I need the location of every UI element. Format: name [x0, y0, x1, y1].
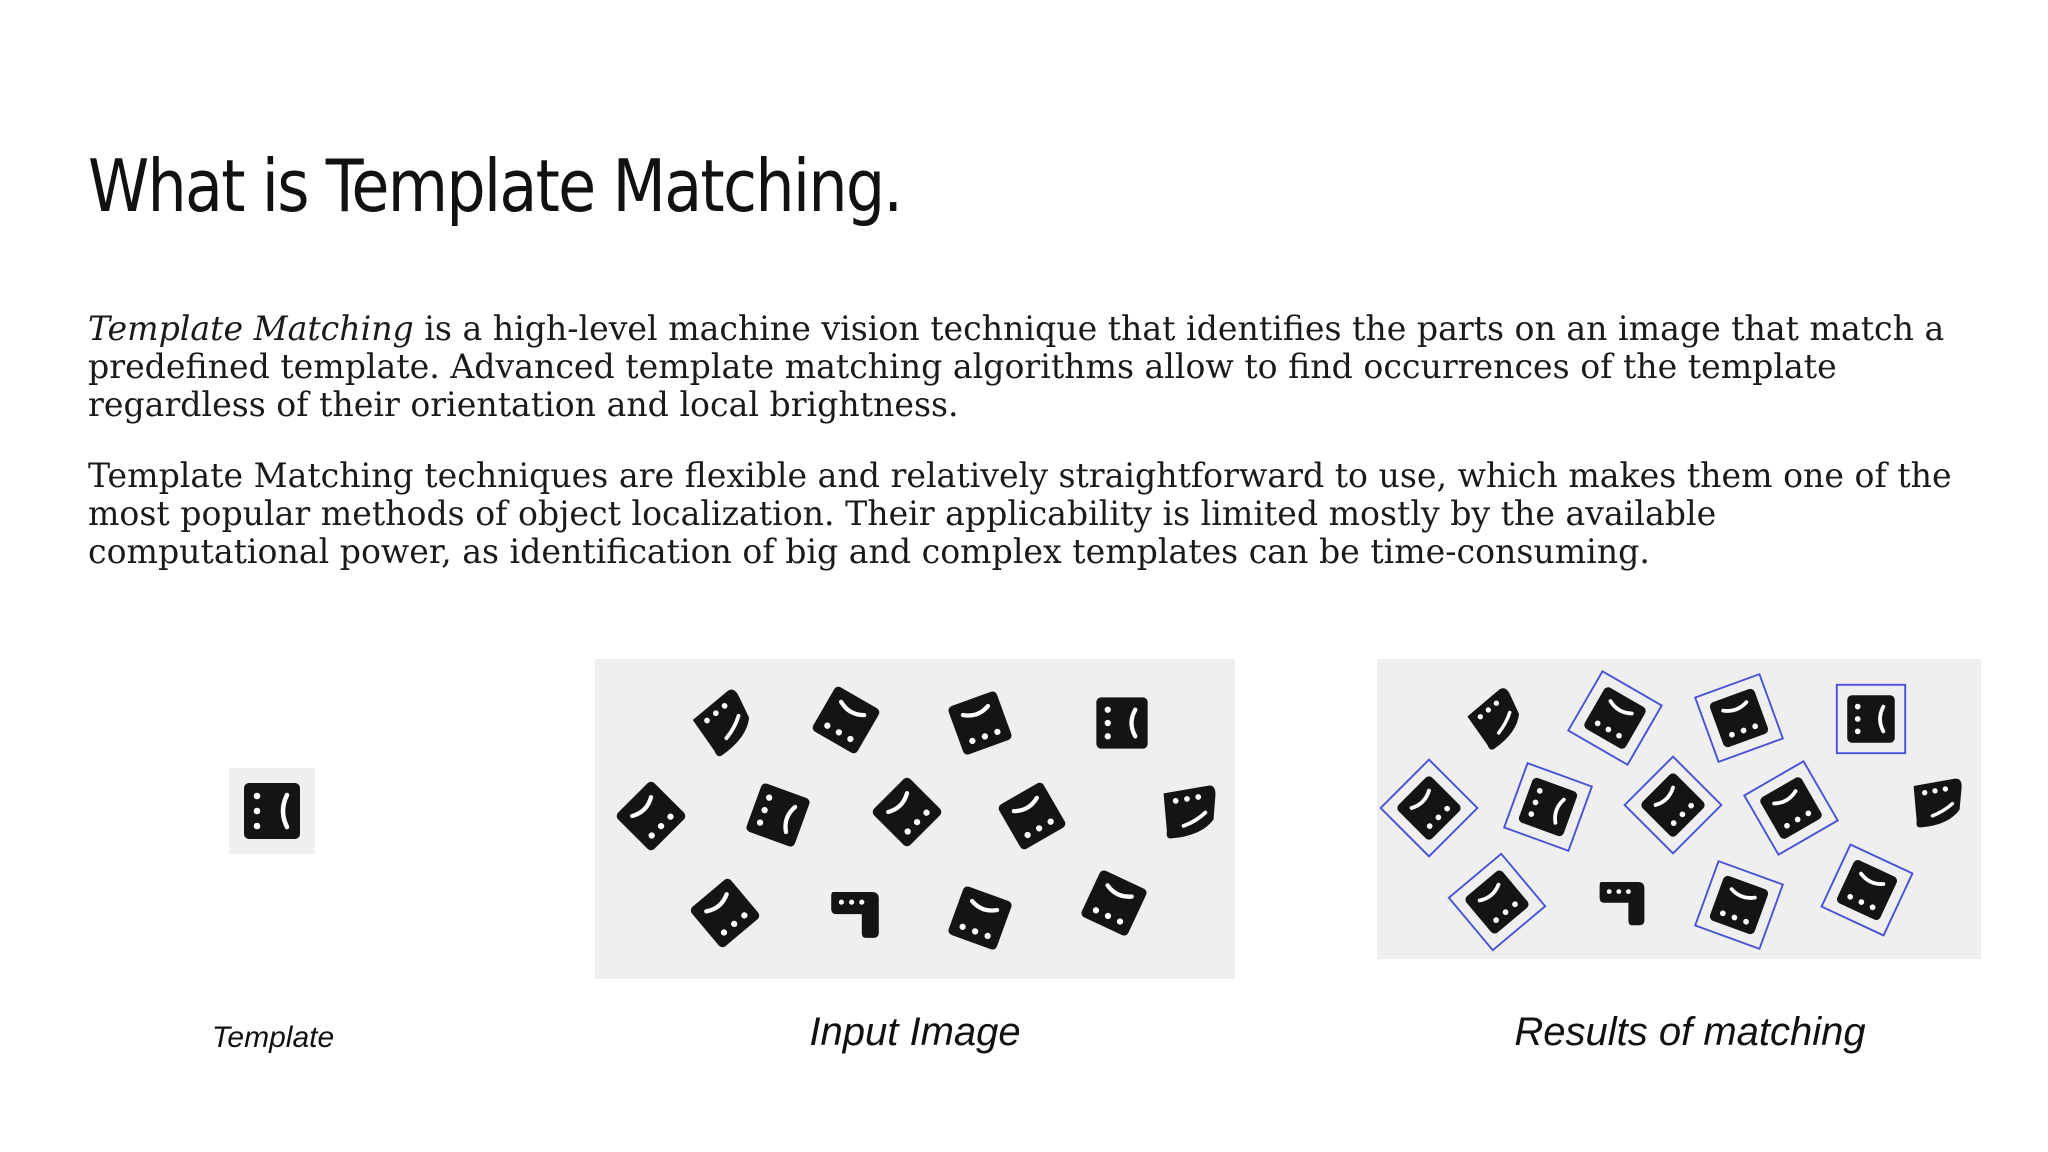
input-caption: Input Image	[809, 1010, 1021, 1054]
results-caption: Results of matching	[1514, 1010, 1866, 1054]
slide-title: What is Template Matching.	[88, 144, 902, 228]
template-caption: Template	[211, 1021, 335, 1054]
usage-paragraph: Template Matching techniques are flexible and relatively straightforward to use, which makes them one of the most popular methods of object localization. Their applicability is limited mostly by the available computational power, as identification of big and complex templates can be time-consuming.	[88, 456, 1952, 572]
results-image	[1377, 659, 1981, 959]
intro-text: is a high-level machine vision technique that identifies the parts on an image that match a predefined template. Advanced template matching algorithms allow to find occurrences of the template regardless of their orientation and local brightness.	[88, 309, 1945, 425]
input-image	[595, 659, 1235, 979]
template-image	[229, 768, 315, 854]
intro-paragraph	[88, 310, 1960, 424]
intro-emphasis: Template Matching	[88, 309, 414, 349]
